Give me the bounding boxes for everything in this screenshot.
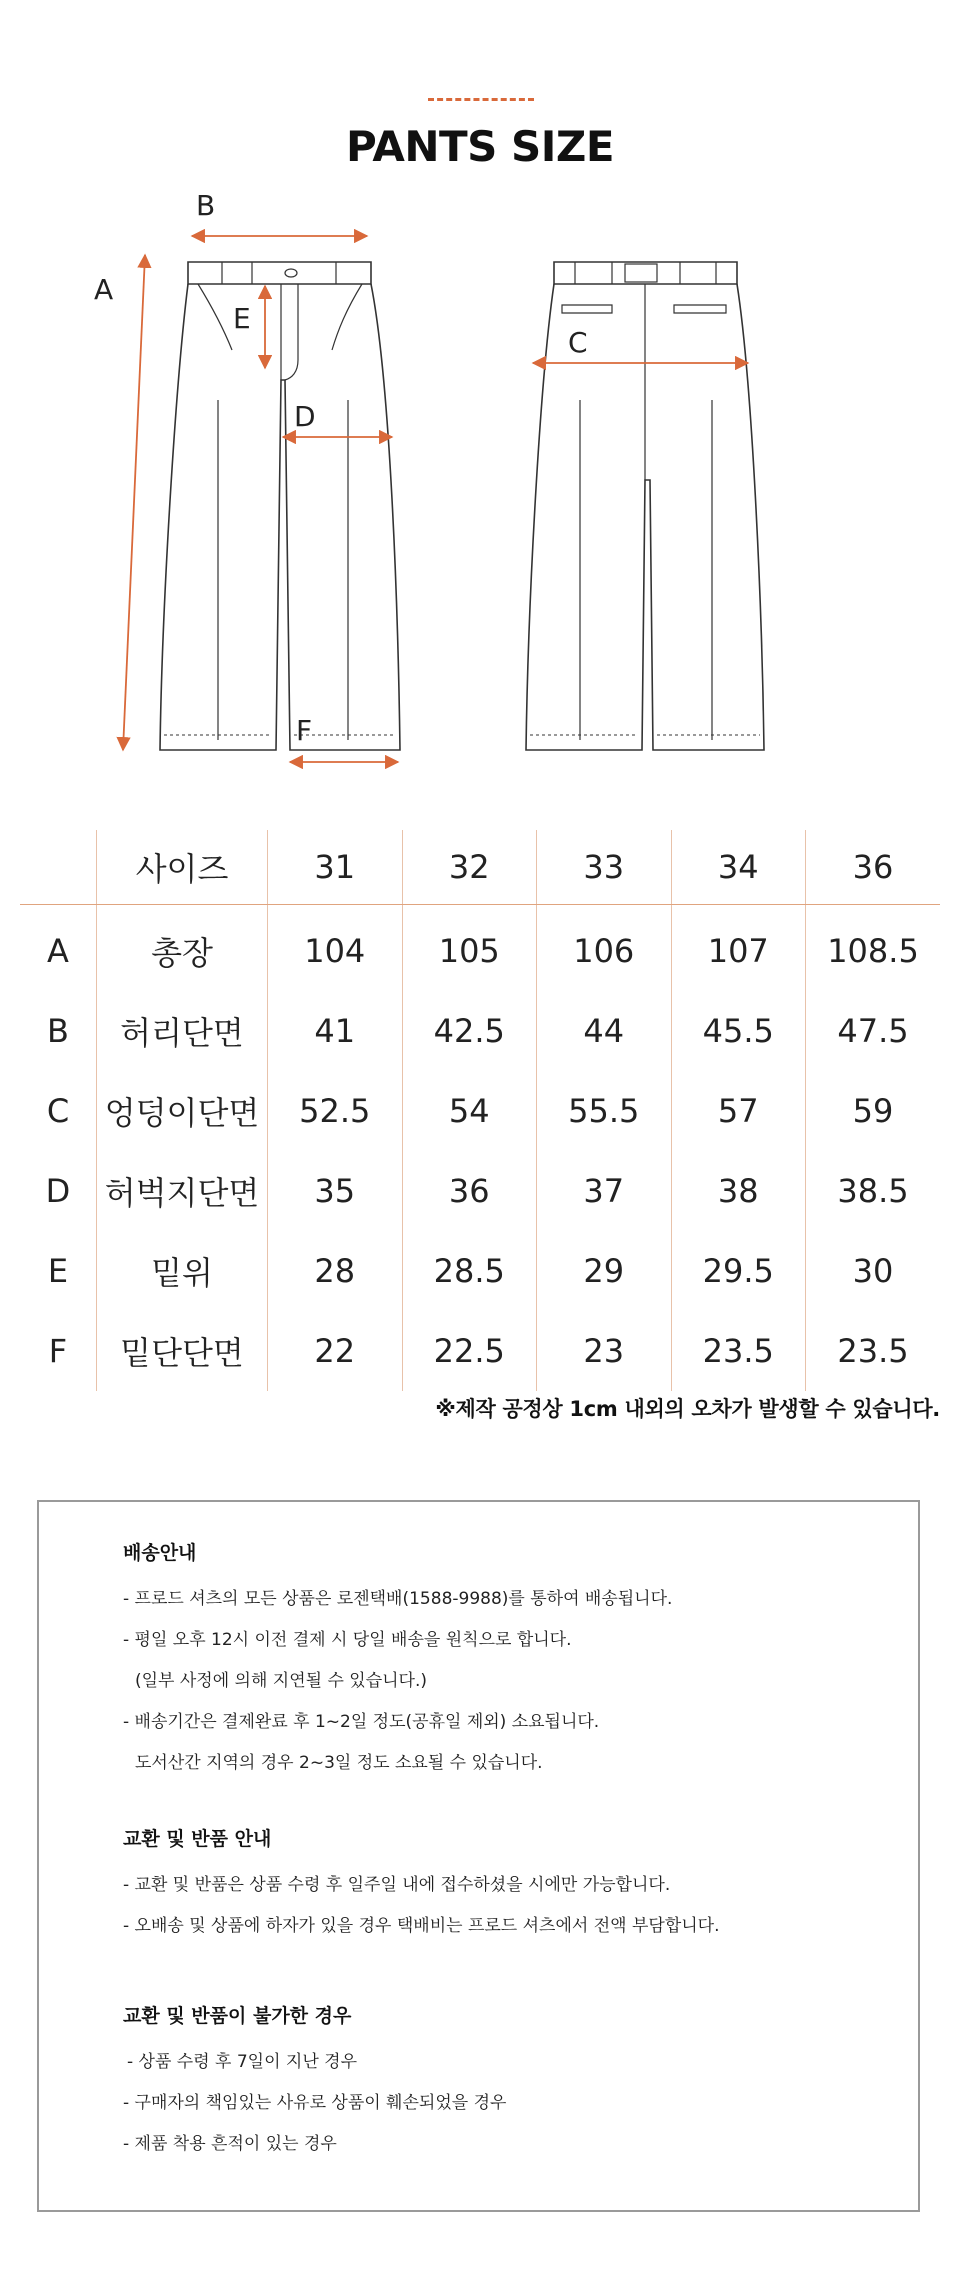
table-row	[20, 1231, 940, 1311]
table-cell: 28	[268, 1231, 403, 1311]
table-cell: 106	[537, 905, 672, 992]
row-name: 총장	[97, 905, 268, 992]
table-cell: 22.5	[402, 1311, 537, 1391]
arrow-a	[123, 255, 145, 750]
info-box	[37, 1500, 920, 2212]
table-row	[20, 991, 940, 1071]
table-cell: 22	[268, 1311, 403, 1391]
table-cell: 45.5	[671, 991, 806, 1071]
table-row	[20, 1151, 940, 1231]
size-header-label: 사이즈	[97, 830, 268, 905]
table-cell: 23.5	[806, 1311, 941, 1391]
table-cell: 52.5	[268, 1071, 403, 1151]
table-cell: 55.5	[537, 1071, 672, 1151]
shipping-line: - 프로드 셔츠의 모든 상품은 로젠택배(1588-9988)를 통하여 배송됩니다.	[123, 1589, 673, 1609]
shipping-line: (일부 사정에 의해 지연될 수 있습니다.)	[135, 1671, 428, 1691]
table-cell: 23.5	[671, 1311, 806, 1391]
row-name: 허리단면	[97, 991, 268, 1071]
table-cell: 36	[402, 1151, 537, 1231]
shipping-line: - 배송기간은 결제완료 후 1~2일 정도(공휴일 제외) 소요됩니다.	[123, 1712, 600, 1732]
table-cell: 108.5	[806, 905, 941, 992]
not-allowed-line: - 제품 착용 흔적이 있는 경우	[123, 2134, 337, 2154]
table-cell: 28.5	[402, 1231, 537, 1311]
table-row	[20, 905, 940, 992]
table-cell: 29.5	[671, 1231, 806, 1311]
row-name: 엉덩이단면	[97, 1071, 268, 1151]
shipping-line: 도서산간 지역의 경우 2~3일 정도 소요될 수 있습니다.	[135, 1753, 543, 1773]
row-name: 허벅지단면	[97, 1151, 268, 1231]
title-accent-dash	[428, 98, 534, 101]
exchange-line: - 오배송 및 상품에 하자가 있을 경우 택배비는 프로드 셔츠에서 전액 부담합니다.	[123, 1916, 720, 1936]
row-code: E	[47, 1252, 69, 1290]
size-col-header: 31	[268, 830, 403, 905]
measurement-labels	[94, 189, 588, 747]
table-cell: 23	[537, 1311, 672, 1391]
table-cell: 57	[671, 1071, 806, 1151]
pants-diagram	[0, 180, 960, 800]
not-allowed-line: - 상품 수령 후 7일이 지난 경우	[127, 2052, 358, 2072]
table-row	[20, 1311, 940, 1391]
exchange-heading: 교환 및 반품 안내	[123, 1828, 272, 1850]
label-b: B	[196, 189, 216, 222]
size-col-header: 34	[671, 830, 806, 905]
row-code: F	[48, 1332, 68, 1370]
table-cell: 54	[402, 1071, 537, 1151]
table-cell: 44	[537, 991, 672, 1071]
table-row	[20, 1071, 940, 1151]
table-cell: 38.5	[806, 1151, 941, 1231]
size-col-header: 32	[402, 830, 537, 905]
table-cell: 59	[806, 1071, 941, 1151]
label-c: C	[568, 326, 588, 359]
table-cell: 30	[806, 1231, 941, 1311]
pants-back-drawing	[526, 262, 764, 750]
row-name: 밑위	[97, 1231, 268, 1311]
size-header-row	[20, 830, 940, 905]
label-d: D	[294, 400, 316, 433]
size-table	[20, 830, 940, 1391]
exchange-line: - 교환 및 반품은 상품 수령 후 일주일 내에 접수하셨을 시에만 가능합니다.	[123, 1875, 671, 1895]
measurement-arrows	[123, 236, 748, 762]
shipping-heading: 배송안내	[123, 1542, 197, 1564]
size-col-header: 36	[806, 830, 941, 905]
size-col-header: 33	[537, 830, 672, 905]
label-a: A	[94, 273, 114, 306]
not-allowed-line: - 구매자의 책임있는 사유로 상품이 훼손되었을 경우	[123, 2093, 507, 2113]
label-f: F	[296, 714, 313, 747]
table-cell: 38	[671, 1151, 806, 1231]
page-title: PANTS SIZE	[345, 122, 615, 171]
corner-cell	[20, 830, 97, 905]
shipping-section	[123, 1538, 672, 1784]
table-cell: 47.5	[806, 991, 941, 1071]
row-code: B	[47, 1012, 69, 1050]
not-allowed-section	[123, 2001, 506, 2165]
table-cell: 29	[537, 1231, 672, 1311]
table-cell: 104	[268, 905, 403, 992]
row-name: 밑단단면	[97, 1311, 268, 1391]
pants-front-drawing	[160, 262, 400, 750]
table-cell: 41	[268, 991, 403, 1071]
not-allowed-heading: 교환 및 반품이 불가한 경우	[123, 2005, 352, 2027]
table-cell: 35	[268, 1151, 403, 1231]
table-cell: 107	[671, 905, 806, 992]
row-code: C	[46, 1092, 70, 1130]
table-cell: 37	[537, 1151, 672, 1231]
shipping-line: - 평일 오후 12시 이전 결제 시 당일 배송을 원칙으로 합니다.	[123, 1630, 572, 1650]
exchange-section	[123, 1824, 719, 1947]
row-code: D	[45, 1172, 71, 1210]
table-cell: 42.5	[402, 991, 537, 1071]
table-cell: 105	[402, 905, 537, 992]
label-e: E	[233, 302, 251, 335]
row-code: A	[47, 932, 69, 970]
tolerance-note: ※제작 공정상 1cm 내외의 오차가 발생할 수 있습니다.	[435, 1397, 940, 1421]
